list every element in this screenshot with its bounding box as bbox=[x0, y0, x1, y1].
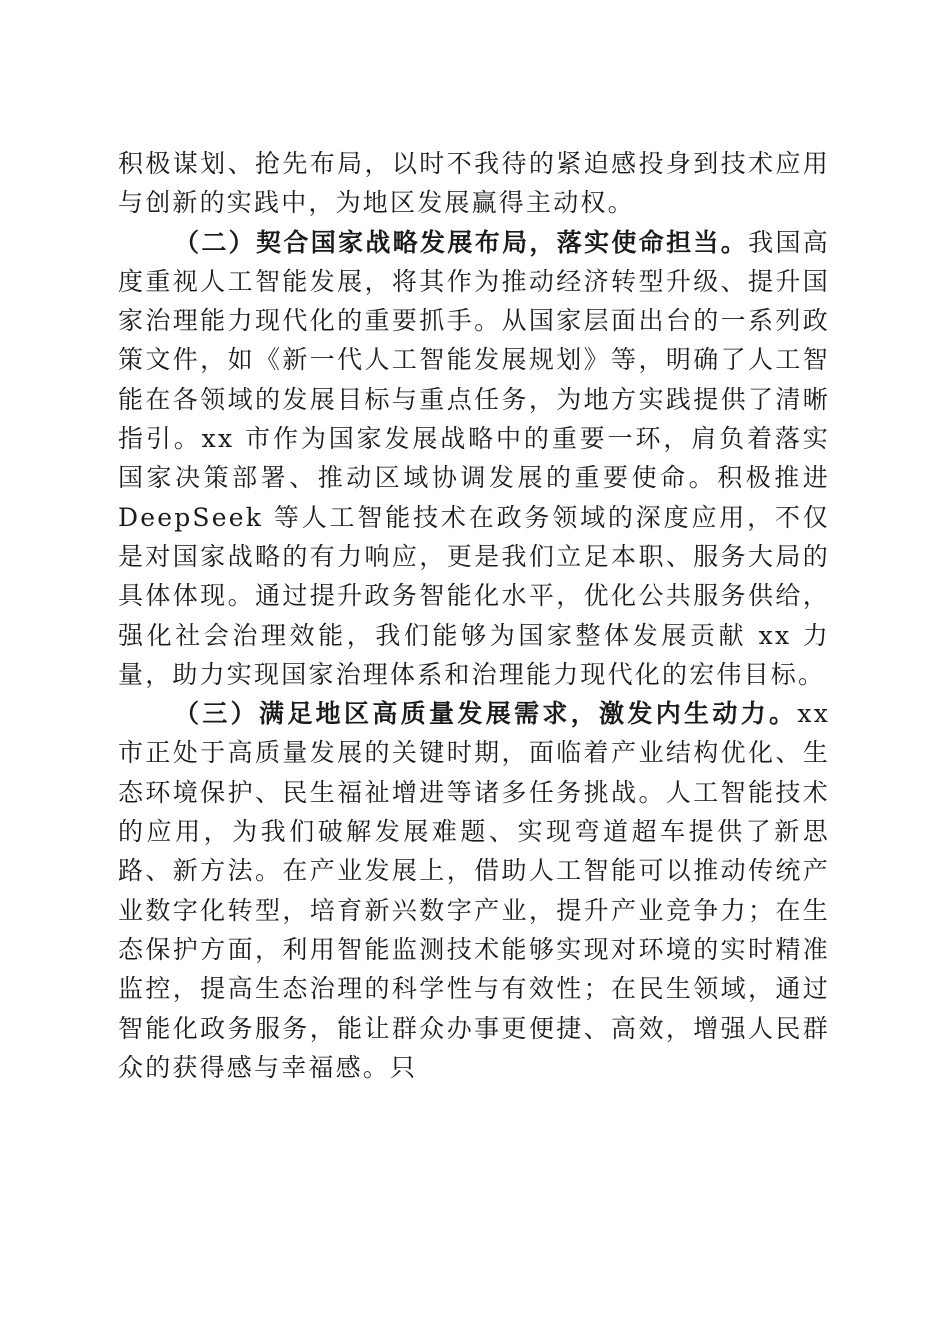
paragraph-text: xx 市正处于高质量发展的关键时期，面临着产业结构优化、生态环境保护、民生福祉增进等诸多任务挑战。人工智能技术的应用，为我们破解发展难题、实现弯道超车提供了新思路、新方法。在产业发展上，借助人工智能可以推动传统产业数字化转型，培育新兴数字产业，提升产业竞争力；在生态保护方面，利用智能监测技术能够实现对环境的实时精准监控，提高生态治理的科学性与有效性；在民生领域，通过智能化政务服务，能让群众办事更便捷、高效，增强人民群众的获得感与幸福感。只 bbox=[118, 699, 830, 1082]
paragraph-section-3 bbox=[118, 694, 830, 1087]
document-body bbox=[118, 144, 830, 1087]
paragraph-text: 我国高度重视人工智能发展，将其作为推动经济转型升级、提升国家治理能力现代化的重要抓手。从国家层面出台的一系列政策文件，如《新一代人工智能发展规划》等，明确了人工智能在各领域的发展目标与重点任务，为地方实践提供了清晰指引。xx 市作为国家发展战略中的重要一环，肩负着落实国家决策部署、推动区域协调发展的重要使命。积极推进 DeepSeek 等人工智能技术在政务领域的深度应用，不仅是对国家战略的有力响应，更是我们立足本职、服务大局的具体体现。通过提升政务智能化水平，优化公共服务供给，强化社会治理效能，我们能够为国家整体发展贡献 xx 力量，助力实现国家治理体系和治理能力现代化的宏伟目标。 bbox=[118, 227, 831, 689]
section-heading: （三）满足地区高质量发展需求，激发内生动力。 bbox=[174, 699, 798, 729]
paragraph-section-2 bbox=[118, 223, 830, 695]
paragraph-text: 积极谋划、抢先布局，以时不我待的紧迫感投身到技术应用与创新的实践中，为地区发展赢得主动权。 bbox=[118, 149, 830, 218]
section-heading: （二）契合国家战略发展布局，落实使命担当。 bbox=[174, 227, 749, 257]
paragraph-continuation bbox=[118, 144, 830, 223]
